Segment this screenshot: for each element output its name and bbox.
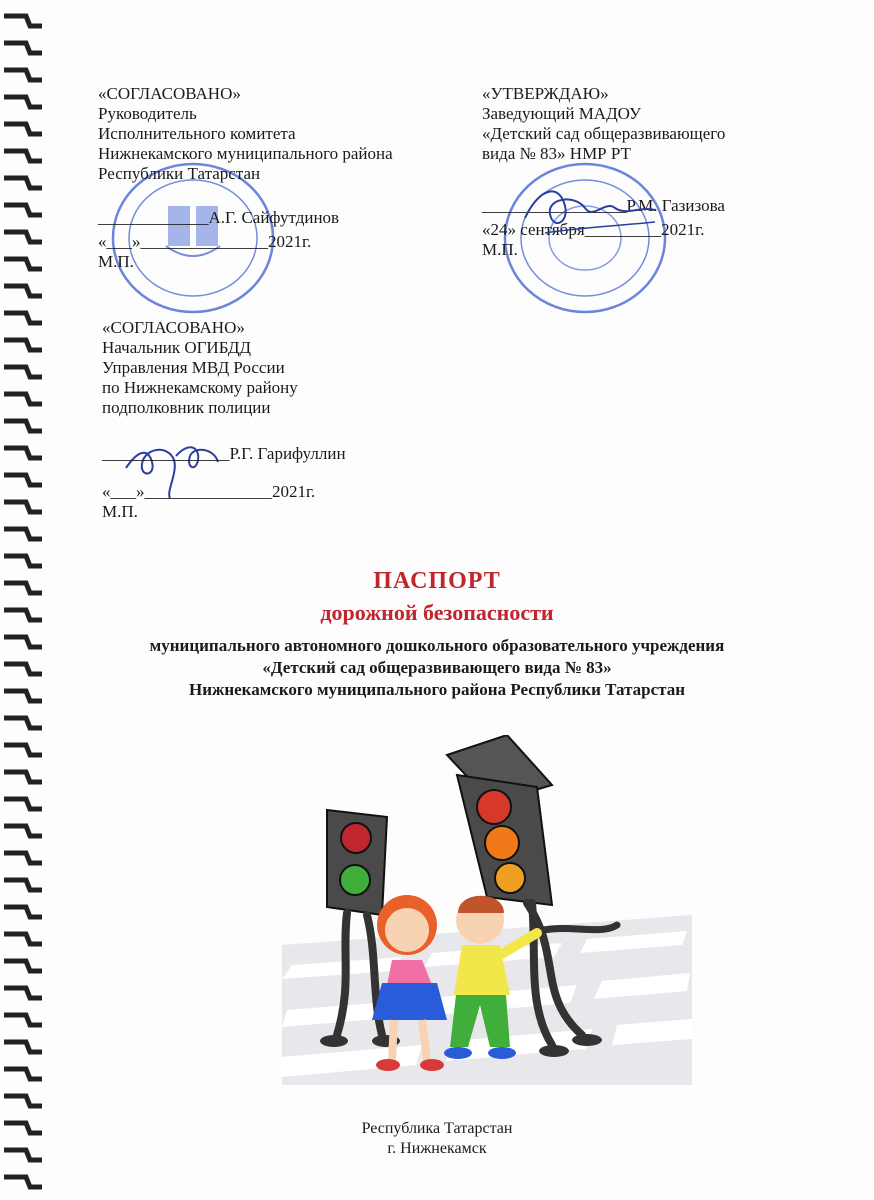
approval-line: подполковник полиции xyxy=(102,398,271,417)
document-title: ПАСПОРТ xyxy=(373,568,501,594)
approval-line: вида № 83» НМР РТ xyxy=(482,144,631,163)
spiral-coil xyxy=(4,961,42,971)
spiral-coil xyxy=(4,988,42,998)
spiral-coil xyxy=(4,880,42,890)
spiral-coil xyxy=(4,232,42,242)
footer-city: г. Нижнекамск xyxy=(387,1140,487,1157)
spiral-coil xyxy=(4,151,42,161)
signature-line: _________________Р.М. Газизова xyxy=(482,196,725,215)
spiral-coil xyxy=(4,907,42,917)
spiral-coil xyxy=(4,124,42,134)
spiral-coil xyxy=(4,1177,42,1187)
spiral-coil xyxy=(4,1042,42,1052)
approval-line: Республики Татарстан xyxy=(98,164,261,183)
approval-line: Начальник ОГИБДД xyxy=(102,338,252,357)
spiral-coil xyxy=(4,448,42,458)
approval-heading: «СОГЛАСОВАНО» xyxy=(102,318,245,337)
traffic-light-children-illustration xyxy=(282,735,692,1085)
approval-line: «Детский сад общеразвивающего xyxy=(482,124,726,143)
approval-line: по Нижнекамскому району xyxy=(102,378,298,397)
signature-gazizova-icon xyxy=(515,178,665,248)
spiral-coil xyxy=(4,1096,42,1106)
spiral-coil xyxy=(4,745,42,755)
seal-label: М.П. xyxy=(482,240,518,259)
spiral-coil xyxy=(4,178,42,188)
document-subtitle: дорожной безопасности xyxy=(320,600,554,625)
spiral-coil xyxy=(4,340,42,350)
spiral-coil xyxy=(4,421,42,431)
institution-line-2: «Детский сад общеразвивающего вида № 83» xyxy=(262,658,612,677)
footer-region: Республика Татарстан xyxy=(361,1120,513,1137)
spiral-coil xyxy=(4,853,42,863)
approval-executive-committee xyxy=(98,84,393,272)
seal-label: М.П. xyxy=(102,502,138,521)
approval-line: Управления МВД России xyxy=(102,358,285,377)
approval-line: Исполнительного комитета xyxy=(98,124,296,143)
date-line: «___»_______________2021г. xyxy=(102,482,316,501)
spiral-coil xyxy=(4,97,42,107)
spiral-coil xyxy=(4,934,42,944)
spiral-coil xyxy=(4,826,42,836)
spiral-coil xyxy=(4,799,42,809)
spiral-coil xyxy=(4,394,42,404)
signature-line: _____________А.Г. Сайфутдинов xyxy=(98,208,340,227)
approval-line: Заведующий МАДОУ xyxy=(482,104,642,123)
approval-heading: «СОГЛАСОВАНО» xyxy=(98,84,241,103)
spiral-coil xyxy=(4,259,42,269)
date-line: «___»_______________2021г. xyxy=(98,232,312,251)
approval-traffic-police xyxy=(102,318,346,522)
approval-line: Нижнекамского муниципального района xyxy=(98,144,393,163)
spiral-coil xyxy=(4,556,42,566)
spiral-coil xyxy=(4,772,42,782)
date-line: «24» сентября_________2021г. xyxy=(482,220,705,239)
institution-line-1: муниципального автономного дошкольного образовательного учреждения xyxy=(149,636,725,655)
spiral-coil xyxy=(4,313,42,323)
seal-label: М.П. xyxy=(98,252,134,271)
approval-heading: «УТВЕРЖДАЮ» xyxy=(482,84,609,103)
institution-line-3: Нижнекамского муниципального района Республики Татарстан xyxy=(189,680,685,699)
spiral-coil xyxy=(4,718,42,728)
signature-line: _______________Р.Г. Гарифуллин xyxy=(102,444,346,463)
spiral-coil xyxy=(4,16,42,26)
spiral-coil xyxy=(4,367,42,377)
spiral-coil xyxy=(4,502,42,512)
spiral-coil xyxy=(4,1015,42,1025)
spiral-coil xyxy=(4,43,42,53)
approval-line: Руководитель xyxy=(98,104,197,123)
spiral-coil xyxy=(4,286,42,296)
spiral-coil xyxy=(4,475,42,485)
spiral-coil xyxy=(4,529,42,539)
spiral-coil xyxy=(4,1069,42,1079)
spiral-coil xyxy=(4,205,42,215)
spiral-coil xyxy=(4,70,42,80)
